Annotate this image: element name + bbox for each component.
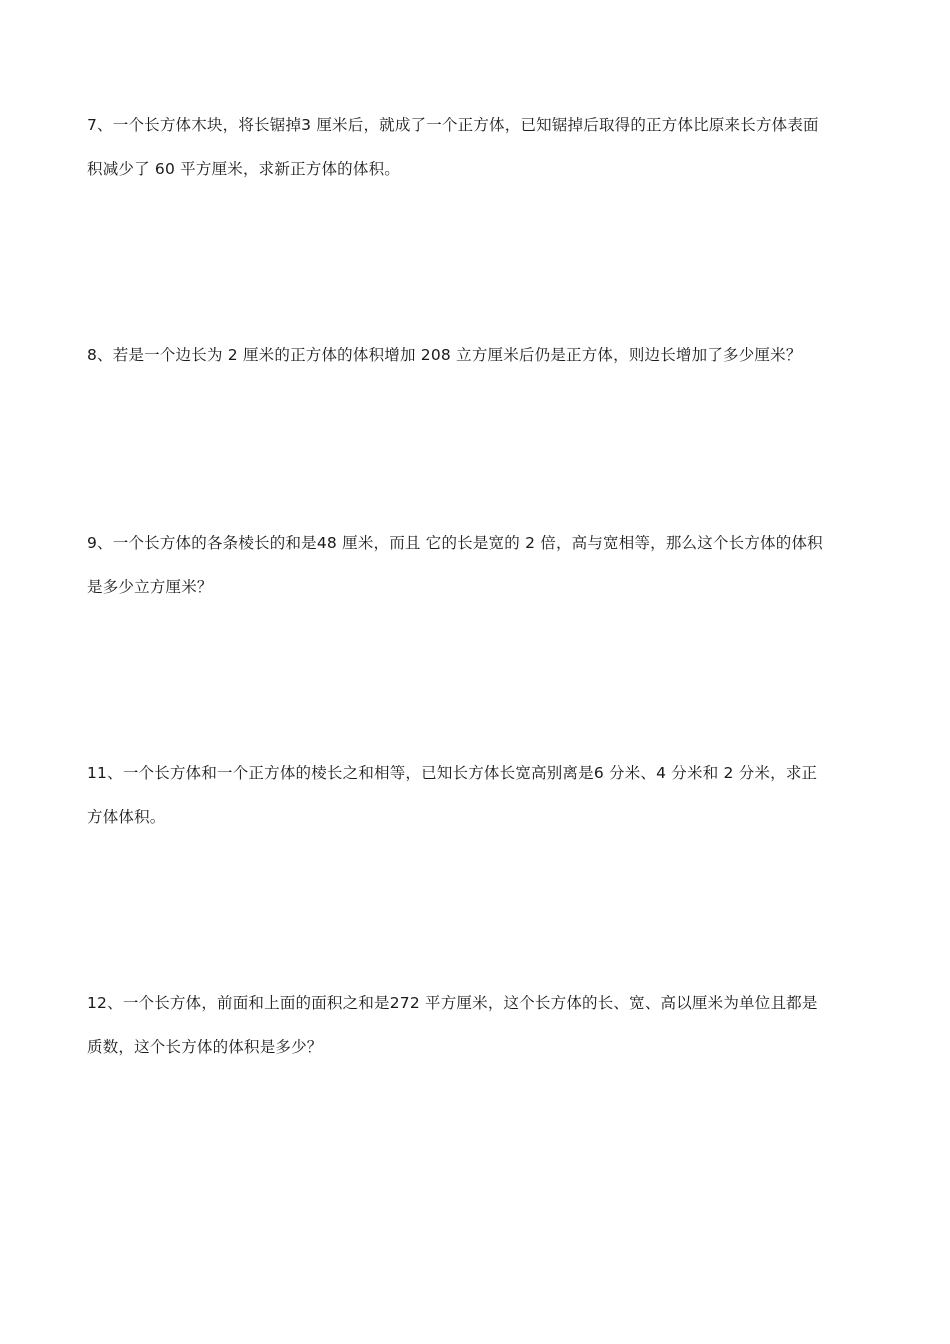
question-9-line-2: 是多少立方厘米？ <box>87 578 213 596</box>
question-7-line-2: 积减少了 60 平方厘米，求新正方体的体积。 <box>87 160 400 178</box>
question-9 <box>87 521 872 609</box>
question-8 <box>87 333 872 377</box>
question-7 <box>87 103 872 191</box>
question-8-line-1: 8、若是一个边长为 2 厘米的正方体的体积增加 208 立方厘米后仍是正方体，则边长增加了多少厘米？ <box>87 346 802 364</box>
question-7-line-1: 7、一个长方体木块，将长锯掉3 厘米后，就成了一个正方体，已知锯掉后取得的正方体比原来长方体表面 <box>87 116 819 134</box>
question-9-line-1: 9、一个长方体的各条棱长的和是48 厘米，而且 它的长是宽的 2 倍，高与宽相等，那么这个长方体的体积 <box>87 534 823 552</box>
question-11-line-2: 方体体积。 <box>87 808 166 826</box>
question-11 <box>87 751 872 839</box>
question-12-line-1: 12、一个长方体，前面和上面的面积之和是272 平方厘米，这个长方体的长、宽、高以厘米为单位且都是 <box>87 994 818 1012</box>
question-12 <box>87 981 872 1069</box>
question-12-line-2: 质数，这个长方体的体积是多少？ <box>87 1038 323 1056</box>
question-11-line-1: 11、一个长方体和一个正方体的棱长之和相等，已知长方体长宽高别离是6 分米、4 分米和 2 分米，求正 <box>87 764 818 782</box>
